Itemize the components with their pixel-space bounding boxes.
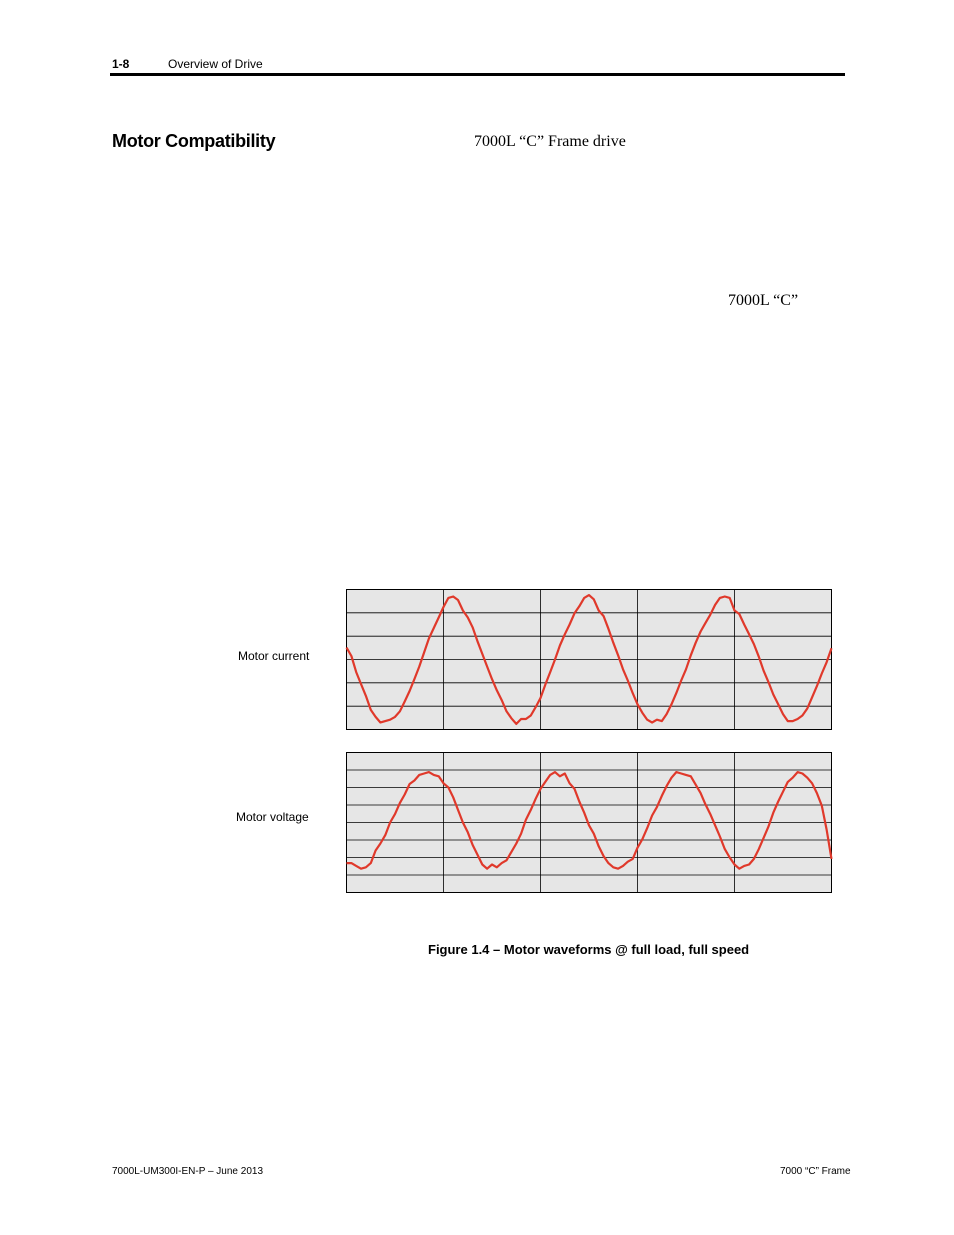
motor-current-label: Motor current	[238, 649, 310, 663]
footer-product-name: 7000 “C” Frame	[780, 1166, 851, 1177]
section-title: Motor Compatibility	[112, 131, 276, 151]
running-header-title: Overview of Drive	[168, 57, 263, 71]
body-text-fragment: 7000L “C”	[728, 292, 799, 309]
motor-current-chart	[346, 589, 832, 730]
page-number: 1-8	[112, 57, 130, 71]
header-rule	[110, 73, 845, 76]
body-text-fragment: 7000L “C” Frame drive	[474, 133, 626, 150]
motor-voltage-chart	[346, 752, 832, 893]
motor-voltage-label: Motor voltage	[236, 810, 309, 824]
figure-caption: Figure 1.4 – Motor waveforms @ full load, full speed	[428, 942, 750, 957]
footer-document-id: 7000L-UM300I-EN-P – June 2013	[112, 1166, 264, 1177]
